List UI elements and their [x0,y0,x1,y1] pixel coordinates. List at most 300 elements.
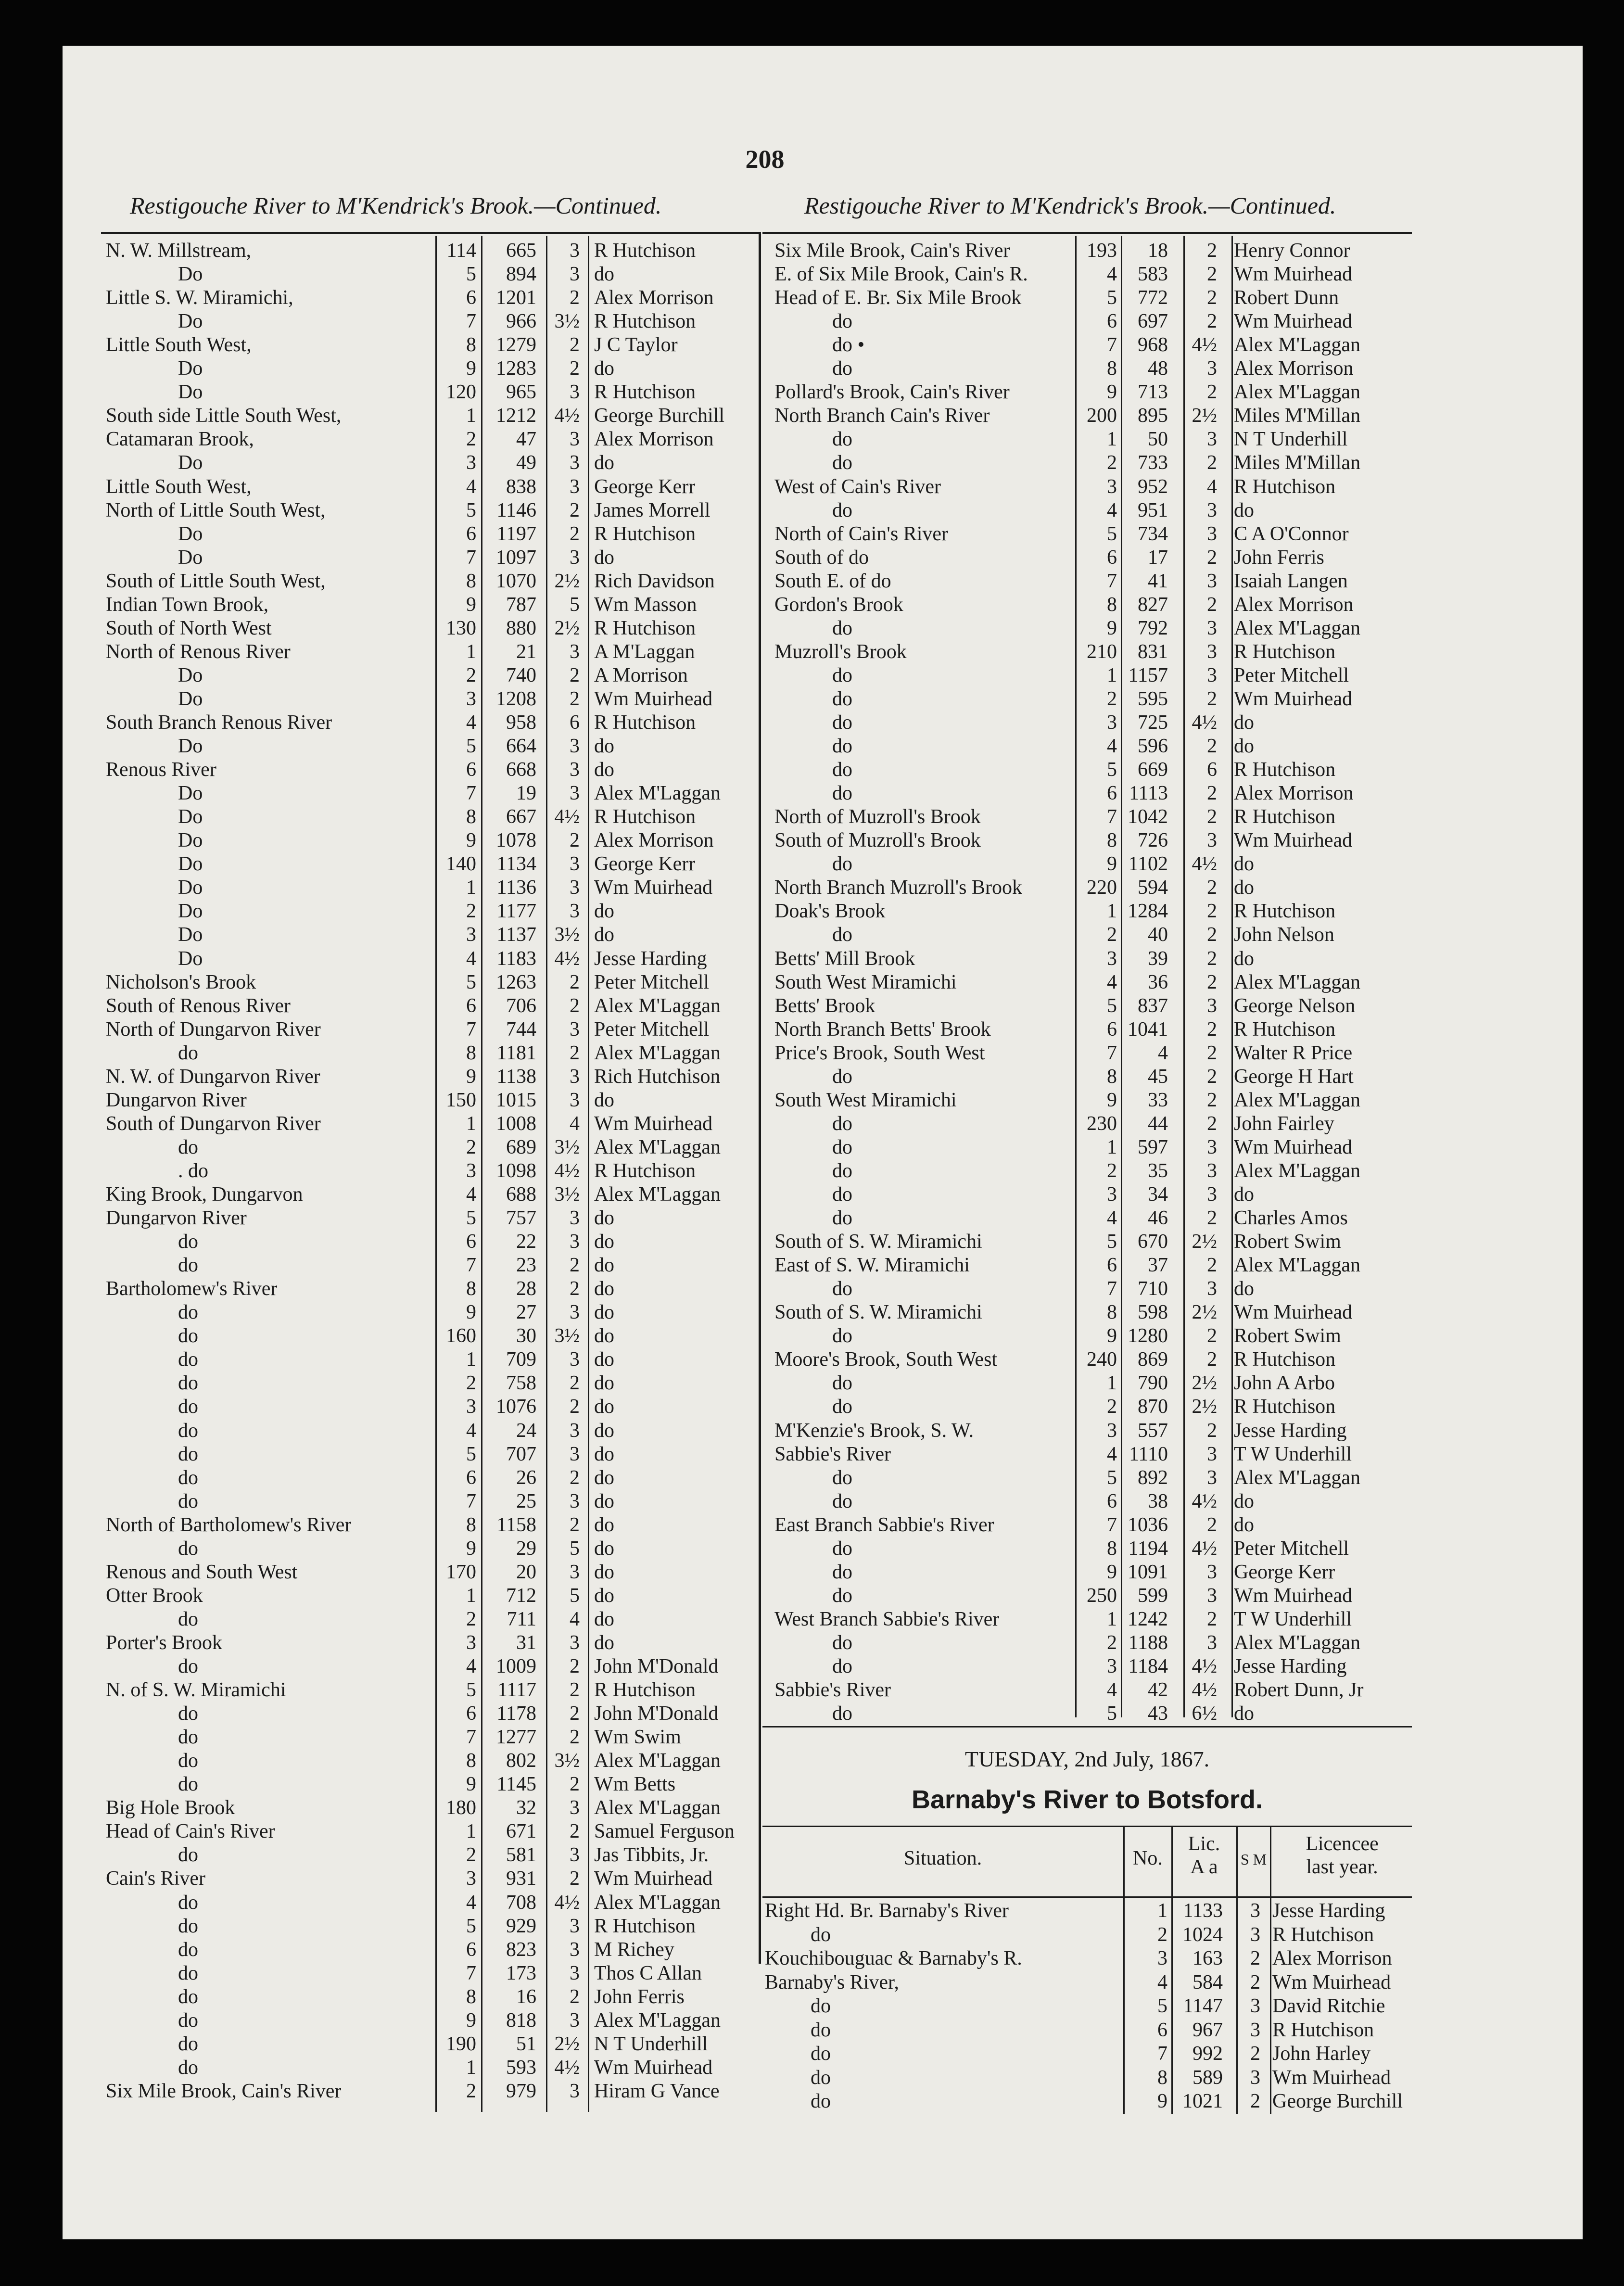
cell-lic: 557 [1138,1419,1168,1442]
table-row [96,475,760,499]
cell-licencee: N T Underhill [594,2032,708,2055]
cell-situation: Do [178,900,203,923]
cell-lic: 1133 [1183,1900,1223,1922]
cell-situation: Price's Brook, South West [774,1041,985,1064]
cell-licencee: do [1234,1490,1254,1512]
table-row [765,1348,1414,1372]
cell-situation: do • [832,334,865,356]
cell-no: 240 [1087,1348,1117,1371]
cell-licencee: Jesse Harding [1272,1900,1385,1922]
cell-lic: 594 [1138,876,1168,899]
cell-sm: 3 [570,1348,580,1371]
cell-no: 6 [1157,2019,1167,2041]
cell-sm: 2 [570,1679,580,1702]
cell-licencee: Peter Mitchell [1234,664,1349,686]
cell-situation: Do [178,664,203,686]
cell-situation: do [178,1254,198,1277]
cell-sm: 3 [1250,2066,1260,2089]
cell-no: 2 [466,428,476,451]
cell-lic: 894 [506,263,536,286]
cell-no: 7 [466,1962,476,1984]
cell-no: 6 [466,522,476,545]
cell-lic: 965 [506,381,536,404]
cell-lic: 40 [1148,924,1168,946]
table-row [765,333,1414,357]
cell-situation: do [178,1915,198,1937]
cell-licencee: Alex M'Laggan [1234,1089,1360,1111]
cell-sm: 2 [570,1985,580,2008]
table-row [96,923,760,947]
cell-no: 9 [1107,853,1117,876]
cell-licencee: R Hutchison [594,617,696,639]
table-row [96,522,760,546]
table-row [96,735,760,758]
cell-lic: 1076 [496,1396,536,1418]
cell-situation: do [832,1065,852,1088]
cell-licencee: do [594,1301,614,1324]
cell-lic: 1134 [496,853,536,876]
cell-situation: do [178,2009,198,2032]
table-row [96,1820,760,1843]
cell-licencee: Robert Swim [1234,1325,1341,1347]
cell-situation: do [178,1325,198,1347]
cell-licencee: do [1234,1183,1254,1206]
cell-no: 8 [1107,357,1117,380]
cell-situation: Renous River [106,759,216,781]
cell-sm: 3 [1207,499,1217,521]
table-row [96,1395,760,1419]
cell-no: 8 [1107,593,1117,616]
cell-no: 5 [1107,1702,1117,1725]
cell-lic: 38 [1148,1490,1168,1512]
cell-sm: 3 [1250,1995,1260,2017]
cell-situation: Head of E. Br. Six Mile Brook [774,287,1022,309]
table-row [96,404,760,428]
cell-licencee: do [1234,1513,1254,1536]
table-row [96,617,760,640]
cell-sm: 2½ [1192,1396,1217,1418]
table-row [765,1089,1414,1112]
cell-lic: 929 [506,1915,536,1937]
table-row [765,1513,1414,1537]
cell-licencee: do [594,1325,614,1347]
table-row [762,1947,1412,1970]
cell-no: 6 [1107,1490,1117,1512]
cell-no: 3 [466,1631,476,1654]
table-row [96,1962,760,1985]
cell-sm: 3 [570,240,580,262]
cell-situation: Do [178,263,203,286]
cell-sm: 2 [1207,1419,1217,1442]
cell-licencee: R Hutchison [1234,1396,1336,1418]
cell-licencee: N T Underhill [1234,428,1348,451]
cell-situation: Do [178,947,203,970]
cell-licencee: R Hutchison [594,310,696,333]
cell-licencee: Wm Muirhead [1272,2066,1391,2089]
cell-sm: 4½ [554,405,580,427]
cell-lic: 967 [1193,2019,1223,2041]
cell-sm: 2 [570,1773,580,1796]
cell-sm: 3 [570,2009,580,2032]
right-table-end-rule [762,1726,1412,1727]
cell-no: 8 [1107,1065,1117,1088]
table-row [96,1490,760,1513]
cell-lic: 30 [516,1325,536,1347]
cell-licencee: do [594,1372,614,1395]
cell-licencee: do [1234,947,1254,970]
cell-no: 9 [466,1065,476,1088]
cell-licencee: Rich Davidson [594,570,715,592]
cell-licencee: T W Underhill [1234,1443,1352,1465]
cell-no: 7 [1107,1513,1117,1536]
cell-situation: Do [178,924,203,946]
cell-no: 5 [1107,994,1117,1017]
cell-sm: 3 [1207,617,1217,639]
cell-licencee: Alex M'Laggan [594,1136,721,1158]
cell-no: 2 [1107,1631,1117,1654]
table-row [765,1041,1414,1065]
cell-no: 3 [466,924,476,946]
cell-no: 3 [1107,1419,1117,1442]
table-row [765,1608,1414,1631]
cell-sm: 2 [570,1396,580,1418]
cell-sm: 2 [1207,1348,1217,1371]
cell-lic: 790 [1138,1372,1168,1395]
table-row [765,923,1414,947]
cell-lic: 36 [1148,971,1168,993]
cell-situation: do [178,1773,198,1796]
cell-lic: 26 [516,1466,536,1489]
table-row [96,310,760,333]
cell-no: 6 [1107,310,1117,333]
cell-lic: 595 [1138,687,1168,710]
cell-licencee: Thos C Allan [594,1962,702,1984]
cell-no: 3 [1107,1183,1117,1206]
cell-licencee: Wm Betts [594,1773,676,1796]
cell-no: 4 [466,711,476,734]
cell-sm: 2 [1207,1041,1217,1064]
table-row [96,900,760,923]
cell-licencee: Charles Amos [1234,1207,1348,1230]
table-row [96,758,760,782]
cell-sm: 2 [570,1041,580,1064]
cell-sm: 4½ [554,1891,580,1914]
table-row [96,1584,760,1608]
cell-sm: 2 [570,1254,580,1277]
cell-situation: do [178,1490,198,1512]
cell-no: 230 [1087,1112,1117,1135]
cell-situation: Right Hd. Br. Barnaby's River [765,1900,1009,1922]
table-row [765,1655,1414,1678]
cell-no: 1 [1107,1136,1117,1158]
s2-header-no: No. [1133,1847,1163,1869]
cell-lic: 744 [506,1018,536,1041]
cell-sm: 4½ [1192,853,1217,876]
cell-lic: 34 [1148,1183,1168,1206]
cell-sm: 3 [570,640,580,663]
cell-licencee: R Hutchison [1234,806,1336,828]
cell-sm: 2 [1207,782,1217,805]
cell-no: 3 [466,452,476,474]
cell-licencee: James Morrell [594,499,710,521]
table-row [96,1938,760,1962]
cell-lic: 979 [506,2080,536,2102]
table-row [765,522,1414,546]
cell-lic: 697 [1138,310,1168,333]
cell-lic: 1113 [1129,782,1168,805]
table-row [765,1277,1414,1301]
cell-lic: 1042 [1128,806,1168,828]
cell-situation: Do [178,782,203,805]
cell-licencee: Alex M'Laggan [1234,1631,1360,1654]
cell-sm: 3 [1207,1561,1217,1583]
cell-situation: do [832,499,852,521]
cell-sm: 2½ [1192,1231,1217,1253]
cell-licencee: A M'Laggan [594,640,695,663]
cell-sm: 2 [1207,263,1217,286]
table-row [96,1631,760,1655]
cell-no: 7 [466,1490,476,1512]
cell-lic: 1138 [496,1065,536,1088]
cell-lic: 708 [506,1891,536,1914]
cell-situation: do [832,735,852,758]
cell-licencee: do [1234,711,1254,734]
cell-lic: 35 [1148,1159,1168,1182]
cell-situation: do [178,1985,198,2008]
cell-lic: 725 [1138,711,1168,734]
cell-sm: 3 [570,853,580,876]
cell-situation: Do [178,687,203,710]
cell-lic: 22 [516,1231,536,1253]
cell-sm: 3 [570,1065,580,1088]
cell-lic: 581 [506,1844,536,1867]
table-row [96,1018,760,1041]
cell-licencee: do [594,1231,614,1253]
cell-sm: 6 [570,711,580,734]
cell-licencee: John Ferris [1234,546,1324,569]
table-row [96,829,760,852]
cell-lic: 726 [1138,829,1168,852]
cell-lic: 48 [1148,357,1168,380]
cell-no: 6 [1107,1018,1117,1041]
cell-lic: 598 [1138,1301,1168,1324]
cell-sm: 2 [1207,1513,1217,1536]
table-row [765,1419,1414,1443]
cell-situation: N. W. of Dungarvon River [106,1065,320,1088]
cell-situation: do [832,687,852,710]
cell-situation: South of Dungarvon River [106,1112,321,1135]
cell-situation: do [832,1183,852,1206]
cell-licencee: Alex M'Laggan [594,1797,721,1819]
table-row [96,664,760,687]
cell-no: 4 [466,947,476,970]
cell-no: 170 [446,1561,476,1583]
cell-lic: 1157 [1128,664,1168,686]
cell-lic: 669 [1138,759,1168,781]
cell-licencee: do [594,1254,614,1277]
cell-licencee: Peter Mitchell [594,1018,710,1041]
table-row [765,876,1414,900]
table-row [96,1419,760,1443]
cell-situation: do [178,1231,198,1253]
cell-sm: 2 [1207,1112,1217,1135]
table-row [765,1230,1414,1254]
cell-licencee: Hiram G Vance [594,2080,720,2102]
cell-situation: do [178,1301,198,1324]
cell-lic: 772 [1138,287,1168,309]
cell-lic: 1194 [1128,1537,1168,1560]
cell-licencee: Miles M'Millan [1234,452,1361,474]
cell-sm: 4½ [554,806,580,828]
cell-no: 193 [1087,240,1117,262]
cell-licencee: do [1234,1702,1254,1725]
cell-no: 5 [1107,759,1117,781]
table-row [765,782,1414,805]
table-row [765,499,1414,522]
cell-situation: Bartholomew's River [106,1278,278,1300]
table-row [96,1089,760,1112]
cell-situation: do [811,2043,831,2065]
cell-no: 130 [446,617,476,639]
cell-situation: Betts' Mill Brook [774,947,915,970]
cell-situation: North of Dungarvon River [106,1018,321,1041]
cell-situation: Catamaran Brook, [106,428,254,451]
cell-no: 1 [466,876,476,899]
cell-lic: 4 [1158,1041,1168,1064]
table-row [96,1041,760,1065]
cell-no: 1 [466,1112,476,1135]
cell-no: 8 [466,570,476,592]
cell-lic: 895 [1138,405,1168,427]
cell-situation: South West Miramichi [774,971,957,993]
cell-sm: 3 [570,782,580,805]
left-column-header: Restigouche River to M'Kendrick's Brook.—Continued. [130,192,662,219]
cell-licencee: Wm Muirhead [1234,1584,1353,1607]
cell-licencee: John Ferris [594,1985,685,2008]
table-row [765,357,1414,381]
cell-no: 5 [466,735,476,758]
cell-licencee: Alex M'Laggan [594,2009,721,2032]
s2-header-lic-bottom: A a [1190,1856,1218,1878]
cell-no: 6 [466,1231,476,1253]
cell-situation: do [178,1466,198,1489]
cell-situation: do [832,1278,852,1300]
cell-situation: do [832,1207,852,1230]
cell-sm: 2 [1207,1325,1217,1347]
cell-sm: 3 [1207,994,1217,1017]
cell-no: 4 [1107,1443,1117,1465]
cell-sm: 3 [570,1301,580,1324]
cell-sm: 2 [1207,900,1217,923]
cell-situation: Do [178,522,203,545]
cell-situation: do [832,428,852,451]
cell-sm: 3 [570,1490,580,1512]
cell-situation: do [832,310,852,333]
cell-no: 6 [466,287,476,309]
cell-sm: 3 [570,1797,580,1819]
cell-licencee: George Kerr [1234,1561,1335,1583]
cell-licencee: Robert Swim [1234,1231,1341,1253]
cell-situation: Do [178,546,203,569]
cell-sm: 3 [1207,522,1217,545]
cell-licencee: do [594,1396,614,1418]
cell-no: 9 [466,1773,476,1796]
table-row [762,2019,1412,2042]
cell-lic: 1146 [496,499,536,521]
table-row [96,1678,760,1702]
cell-licencee: David Ritchie [1272,1995,1385,2017]
cell-licencee: do [594,1466,614,1489]
table-row [765,1112,1414,1136]
cell-no: 7 [1107,334,1117,356]
cell-situation: do [832,1136,852,1158]
cell-no: 5 [466,499,476,521]
cell-situation: Six Mile Brook, Cain's River [774,240,1010,262]
cell-lic: 838 [506,475,536,498]
cell-licencee: Alex M'Laggan [1234,1466,1360,1489]
cell-no: 8 [1107,1301,1117,1324]
cell-licencee: Alex M'Laggan [594,782,721,805]
cell-situation: do [178,1396,198,1418]
cell-lic: 32 [516,1797,536,1819]
cell-sm: 3½ [554,1136,580,1158]
cell-no: 2 [1157,1923,1167,1946]
cell-lic: 1024 [1182,1923,1223,1946]
cell-licencee: R Hutchison [594,1159,696,1182]
cell-sm: 4½ [1192,711,1217,734]
table-row [96,1112,760,1136]
cell-situation: South Branch Renous River [106,711,332,734]
cell-sm: 2 [570,357,580,380]
cell-licencee: R Hutchison [1234,1018,1336,1041]
cell-sm: 3 [570,1962,580,1984]
table-row [765,1561,1414,1584]
cell-no: 5 [1107,1466,1117,1489]
cell-lic: 823 [506,1938,536,1961]
cell-sm: 2 [1207,1254,1217,1277]
cell-no: 6 [1107,782,1117,805]
left-header-rule [101,232,760,234]
cell-lic: 1284 [1128,900,1168,923]
cell-licencee: do [594,1584,614,1607]
cell-situation: do [811,2090,831,2112]
right-header-rule [762,232,1412,234]
cell-situation: North of Little South West, [106,499,326,521]
cell-licencee: Wm Muirhead [594,687,713,710]
cell-no: 9 [466,1537,476,1560]
cell-no: 8 [466,1041,476,1064]
cell-licencee: do [594,546,614,569]
cell-no: 6 [466,994,476,1017]
cell-lic: 892 [1138,1466,1168,1489]
table-row [762,1899,1412,1923]
cell-lic: 1201 [496,287,536,309]
cell-situation: do [832,1159,852,1182]
cell-situation: do [178,1372,198,1395]
cell-lic: 952 [1138,475,1168,498]
cell-lic: 42 [1148,1679,1168,1702]
cell-sm: 2 [1207,687,1217,710]
cell-sm: 2 [1207,546,1217,569]
table-row [96,1277,760,1301]
table-row [765,1159,1414,1183]
table-row [96,1608,760,1631]
table-row [765,239,1414,263]
cell-no: 9 [1107,1561,1117,1583]
cell-no: 5 [1157,1995,1167,2017]
cell-lic: 670 [1138,1231,1168,1253]
cell-lic: 1280 [1128,1325,1168,1347]
